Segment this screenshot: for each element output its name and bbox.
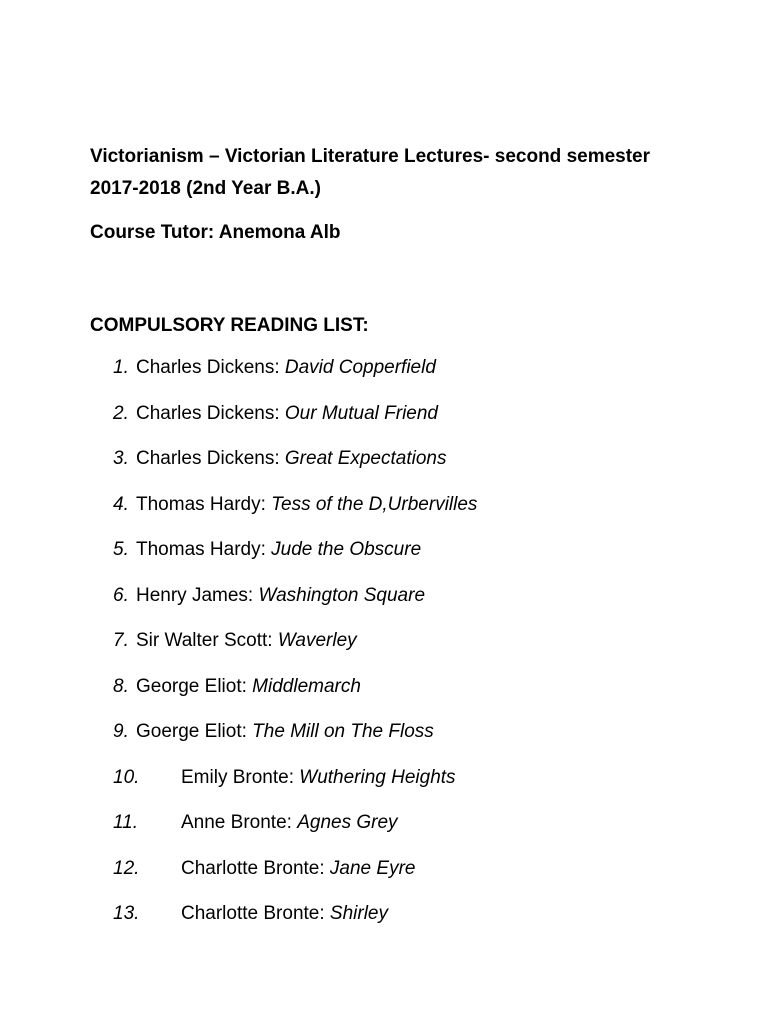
item-entry (181, 807, 398, 839)
course-title-line-1: Victorianism – Victorian Literature Lectures- second semester (90, 146, 651, 167)
item-author: Anne Bronte: (181, 812, 298, 833)
item-author: Charles Dickens: (136, 402, 285, 424)
item-number: 9. (113, 721, 129, 742)
item-title: David Copperfield (284, 357, 436, 378)
item-author: Sir Walter Scott: (136, 630, 278, 651)
item-title: Shirley (329, 903, 388, 924)
item-entry (136, 671, 361, 703)
item-author: Goerge Eliot: (136, 721, 253, 742)
item-entry (181, 853, 415, 885)
item-entry (136, 716, 434, 748)
item-title: Jude the Obscure (271, 539, 422, 560)
item-number: 11. (113, 812, 139, 833)
item-number: 6. (113, 584, 129, 606)
item-entry (136, 352, 436, 384)
item-title: Waverley (277, 630, 357, 651)
item-number: 12. (113, 857, 140, 879)
item-author: Charlotte Bronte: (181, 903, 330, 924)
item-entry (136, 580, 425, 612)
item-entry (136, 625, 357, 657)
item-title: Washington Square (258, 584, 426, 606)
item-author: Charlotte Bronte: (181, 857, 330, 879)
item-title: Our Mutual Friend (284, 402, 439, 424)
item-title: Tess of the D,Urbervilles (271, 493, 478, 515)
item-title: Great Expectations (284, 448, 447, 469)
item-author: Thomas Hardy: (136, 539, 272, 560)
item-number: 1. (113, 357, 129, 378)
item-author: Emily Bronte: (181, 766, 300, 788)
course-tutor: Course Tutor: Anemona Alb (90, 222, 341, 243)
item-entry (136, 534, 421, 566)
item-number: 3. (113, 448, 129, 469)
item-title: Agnes Grey (297, 812, 398, 833)
item-author: Charles Dickens: (136, 357, 285, 378)
item-number: 10. (113, 766, 140, 788)
item-number: 4. (113, 493, 129, 515)
item-number: 13. (113, 903, 140, 924)
reading-list-heading: COMPULSORY READING LIST: (90, 315, 369, 336)
item-title: Wuthering Heights (299, 766, 456, 788)
item-title: Middlemarch (252, 675, 361, 697)
item-author: George Eliot: (136, 675, 253, 697)
item-author: Henry James: (136, 584, 259, 606)
item-entry (181, 762, 456, 794)
item-entry (136, 398, 438, 430)
item-entry (136, 443, 446, 475)
item-entry (181, 898, 388, 930)
course-title-line-2: 2017-2018 (2nd Year B.A.) (90, 178, 321, 199)
item-author: Thomas Hardy: (136, 493, 272, 515)
item-number: 8. (113, 675, 129, 697)
item-number: 7. (113, 630, 129, 651)
item-number: 2. (113, 402, 129, 424)
item-number: 5. (113, 539, 129, 560)
item-entry (136, 489, 477, 521)
item-title: Jane Eyre (329, 857, 416, 879)
item-author: Charles Dickens: (136, 448, 285, 469)
course-title (90, 141, 650, 205)
item-title: The Mill on The Floss (252, 721, 434, 742)
